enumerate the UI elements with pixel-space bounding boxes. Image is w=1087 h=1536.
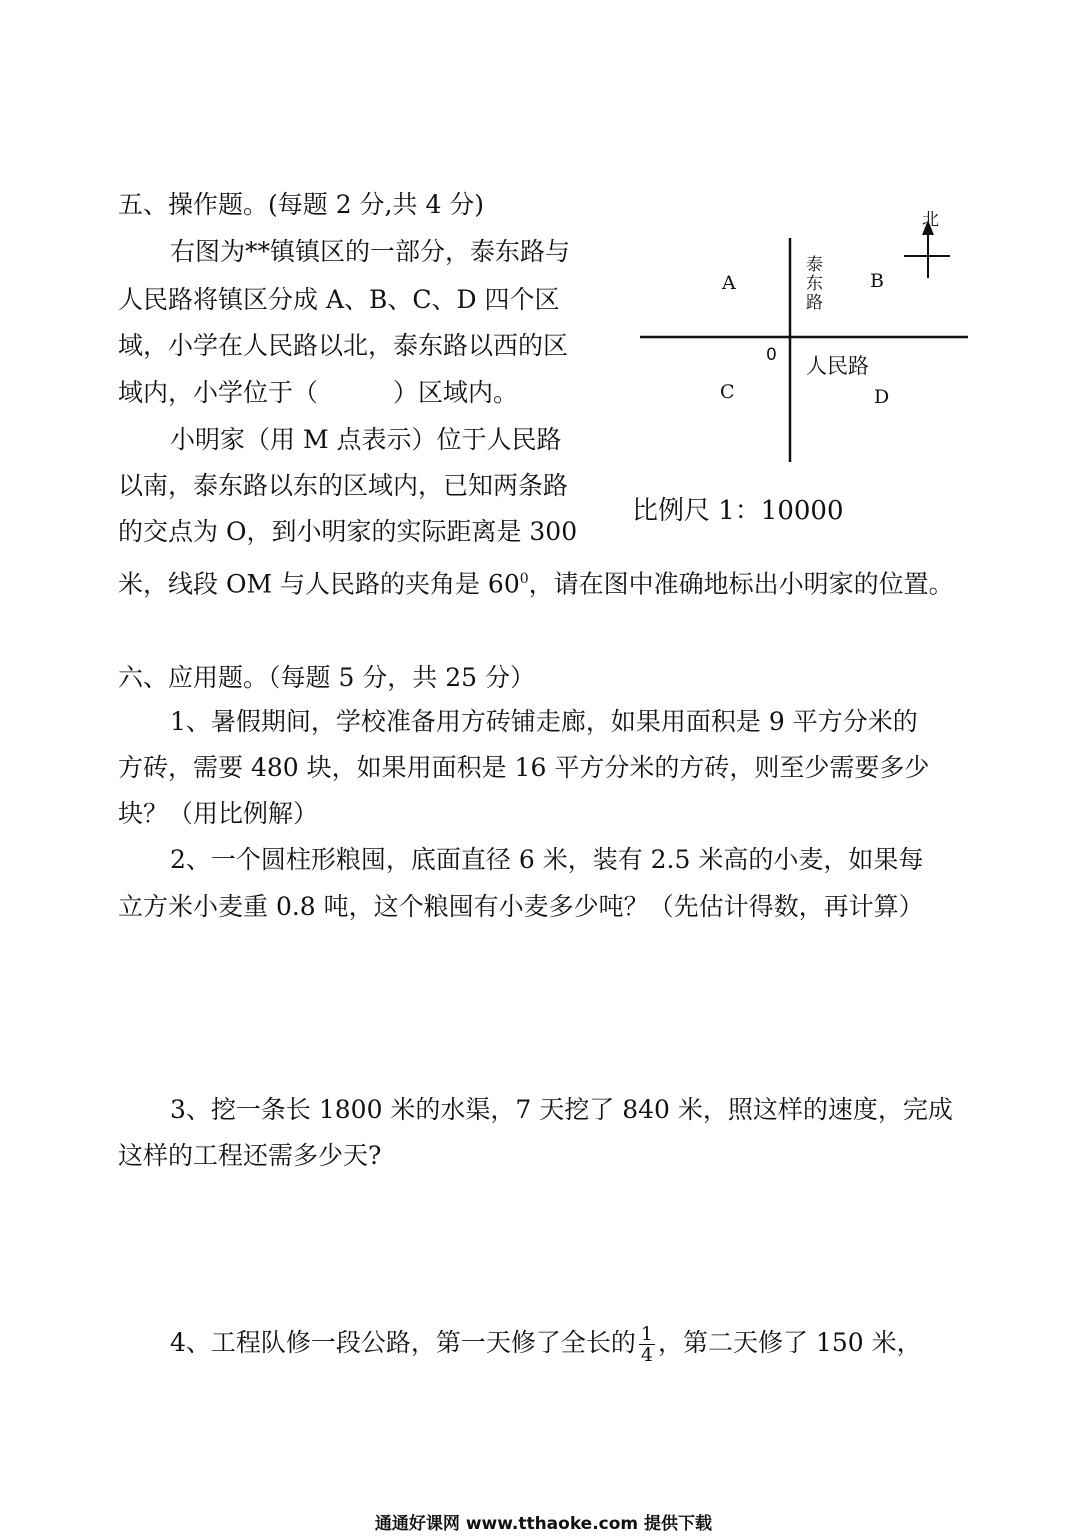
section5-line-2: 人民路将镇区分成 A、B、C、D 四个区	[118, 285, 560, 314]
taidong-road-char-3: 路	[806, 293, 823, 313]
degree-superscript: 0	[519, 571, 529, 587]
q4-post: ，第二天修了 150 米，	[658, 1328, 922, 1357]
q2-line-1: 2、一个圆柱形粮囤，底面直径 6 米，装有 2.5 米高的小麦，如果每	[170, 845, 924, 874]
taidong-road-char-1: 泰	[806, 255, 823, 275]
q4-line-1	[170, 1316, 922, 1370]
section5-line-8-pre: 米，线段 OM 与人民路的夹角是 60	[118, 569, 520, 599]
q4-pre: 4、工程队修一段公路，第一天修了全长的	[170, 1328, 636, 1357]
q1-line-3: 块？（用比例解）	[118, 799, 319, 828]
q4-fraction-denominator: 4	[640, 1344, 654, 1366]
section5-title: 五、操作题。(每题 2 分,共 4 分)	[118, 190, 485, 219]
section5-line-7: 的交点为 O，到小明家的实际距离是 300	[118, 517, 578, 546]
region-a-label: A	[722, 272, 736, 294]
section5-line-1: 右图为**镇镇区的一部分，泰东路与	[170, 237, 571, 266]
scale-label: 比例尺 1：10000	[632, 496, 844, 526]
taidong-road-label	[806, 256, 823, 313]
region-c-label: C	[720, 381, 735, 403]
section5-line-8	[118, 562, 954, 601]
footer-credit: 通通好课网 www.tthaoke.com 提供下载	[374, 1514, 713, 1534]
section5-line-8-post: ，请在图中准确地标出小明家的位置。	[528, 569, 954, 599]
taidong-road-char-2: 东	[806, 274, 823, 294]
q2-line-2: 立方米小麦重 0.8 吨，这个粮囤有小麦多少吨？（先估计得数，再计算）	[118, 892, 924, 921]
renmin-road-label: 人民路	[806, 354, 869, 378]
origin-label: 0	[766, 345, 777, 365]
q3-line-1: 3、挖一条长 1800 米的水渠，7 天挖了 840 米，照这样的速度，完成	[170, 1095, 953, 1124]
q1-line-2: 方砖，需要 480 块，如果用面积是 16 平方分米的方砖，则至少需要多少	[118, 753, 930, 782]
section5-line-4: 域内，小学位于（ ）区域内。	[118, 378, 519, 407]
north-label: 北	[922, 210, 939, 230]
q4-fraction	[639, 1324, 655, 1365]
q4-fraction-numerator: 1	[640, 1323, 654, 1345]
town-map	[630, 200, 980, 475]
section5-line-6: 以南，泰东路以东的区域内，已知两条路	[118, 471, 569, 500]
section6-title: 六、应用题。（每题 5 分，共 25 分）	[118, 663, 536, 692]
section5-line-3: 域，小学在人民路以北，泰东路以西的区	[118, 331, 569, 360]
region-b-label: B	[870, 270, 884, 292]
section5-line-5: 小明家（用 M 点表示）位于人民路	[170, 425, 562, 454]
q1-line-1: 1、暑假期间，学校准备用方砖铺走廊，如果用面积是 9 平方分米的	[170, 707, 918, 736]
q3-line-2: 这样的工程还需多少天?	[118, 1141, 382, 1170]
map-lines	[630, 200, 980, 475]
region-d-label: D	[874, 386, 890, 408]
